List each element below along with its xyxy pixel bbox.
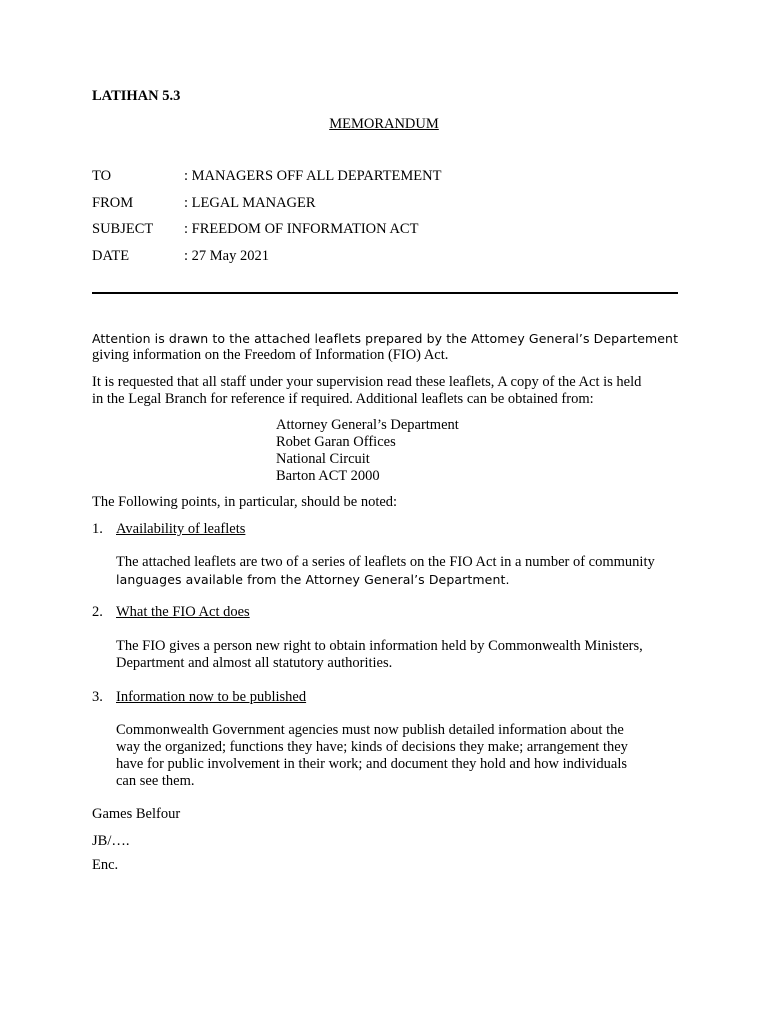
point-title: What the FIO Act does [116, 604, 250, 620]
header-to-key: TO [92, 168, 112, 184]
point-number: 3. [92, 689, 103, 705]
request-line: in the Legal Branch for reference if required. Additional leaflets can be obtained from: [92, 391, 594, 407]
intro-paragraph [92, 330, 679, 364]
header-subject-key: SUBJECT [92, 221, 154, 237]
request-line: It is requested that all staff under your supervision read these leaflets, A copy of the Act is held [92, 374, 642, 390]
intro-line: Attention is drawn to the attached leaflets prepared by the Attomey General’s Departement [92, 331, 679, 346]
point-title: Information now to be published [116, 689, 307, 705]
address-line: Robet Garan Offices [276, 434, 396, 450]
exercise-label: LATIHAN 5.3 [92, 88, 181, 104]
point-body-line: have for public involvement in their work; and document they hold and how individuals [116, 756, 628, 772]
header-divider [92, 292, 678, 294]
header-subject-value: : FREEDOM OF INFORMATION ACT [184, 221, 419, 237]
point-body-line: The FIO gives a person new right to obtain information held by Commonwealth Ministers, [116, 638, 643, 654]
memo-title: MEMORANDUM [329, 116, 439, 132]
enclosure-note: Enc. [92, 857, 119, 873]
header-to-value: : MANAGERS OFF ALL DEPARTEMENT [184, 168, 442, 184]
point-title: Availability of leaflets [116, 521, 246, 537]
point-body [116, 722, 676, 790]
point-body-line: Department and almost all statutory authorities. [116, 655, 393, 671]
address-line: Attorney General’s Department [276, 417, 459, 433]
point-body-line: can see them. [116, 773, 195, 789]
request-paragraph [92, 374, 676, 408]
header-from-value: : LEGAL MANAGER [184, 195, 316, 211]
header-date-key: DATE [92, 248, 130, 264]
point-body [116, 554, 676, 588]
point-number: 2. [92, 604, 103, 620]
point-body-line: way the organized; functions they have; kinds of decisions they make; arrangement they [116, 739, 628, 755]
address-block [276, 417, 459, 485]
reference-initials: JB/…. [92, 833, 130, 849]
point-body-line: Commonwealth Government agencies must now publish detailed information about the [116, 722, 624, 738]
point-body-line: languages available from the Attorney General’s Department. [116, 572, 510, 587]
point-body-line: The attached leaflets are two of a series of leaflets on the FIO Act in a number of community [116, 554, 655, 570]
header-date-value: : 27 May 2021 [184, 248, 269, 264]
intro-line: giving information on the Freedom of Information (FIO) Act. [92, 347, 449, 363]
address-line: Barton ACT 2000 [276, 468, 380, 484]
header-from-key: FROM [92, 195, 134, 211]
points-intro: The Following points, in particular, should be noted: [92, 494, 398, 510]
address-line: National Circuit [276, 451, 370, 467]
point-number: 1. [92, 521, 103, 537]
point-body [116, 638, 676, 672]
signature-name: Games Belfour [92, 806, 181, 822]
